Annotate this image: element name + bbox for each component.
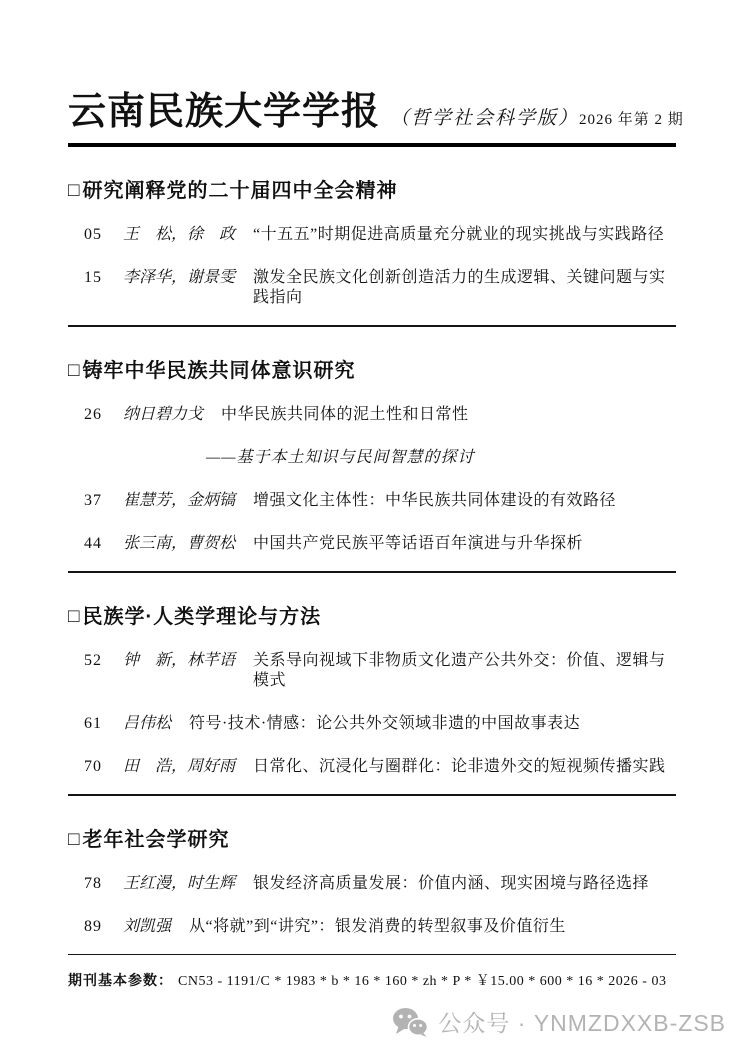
section-heading [68, 606, 676, 628]
entry-page-number: 89 [84, 918, 102, 935]
toc-entry [68, 917, 676, 937]
entry-subtitle: ——基于本土知识与民间智慧的探讨 [206, 449, 475, 466]
entry-title: 中华民族共同体的泥土性和日常性 [221, 406, 469, 423]
section-heading [68, 829, 676, 851]
entry-page-number: 44 [84, 535, 102, 552]
entry-page-number: 78 [84, 875, 102, 892]
entry-page-number: 70 [84, 758, 102, 775]
section-title: 民族学·人类学理论与方法 [82, 606, 322, 628]
entry-authors: 纳日碧力戈 [123, 406, 204, 423]
entry-authors: 王红漫，时生辉 [123, 875, 236, 892]
entry-authors: 钟 新，林芊语 [123, 652, 236, 669]
toc-entry [68, 651, 676, 691]
entry-page-number: 52 [84, 652, 102, 669]
parameters-label: 期刊基本参数： [68, 974, 173, 989]
section-square-marker: □ [68, 180, 81, 201]
section-title: 铸牢中华民族共同体意识研究 [82, 360, 356, 382]
entry-page-number: 61 [84, 715, 102, 732]
entry-title: 日常化、沉浸化与圈群化：论非遗外交的短视频传播实践 [253, 758, 666, 775]
toc-entry [68, 874, 676, 894]
entry-page-number: 05 [84, 226, 102, 243]
toc-entry [68, 225, 676, 245]
entry-authors: 刘凯强 [123, 918, 172, 935]
section-community-consciousness [68, 327, 676, 573]
entry-title: 增强文化主体性：中华民族共同体建设的有效路径 [253, 492, 617, 509]
entry-page-number: 15 [84, 269, 102, 286]
entry-title: “十五五”时期促进高质量充分就业的现实挑战与实践路径 [253, 226, 665, 243]
section-heading [68, 180, 676, 202]
entry-authors: 张三南，曹贺松 [123, 535, 236, 552]
journal-title: 云南民族大学学报 [68, 91, 381, 133]
toc-entry [68, 757, 676, 777]
toc-entry [68, 491, 676, 511]
toc-entry [68, 534, 676, 554]
journal-basic-parameters [68, 955, 676, 990]
entry-page-number: 37 [84, 492, 102, 509]
section-gerontology [68, 796, 676, 955]
entry-title: 激发全民族文化创新创造活力的生成逻辑、关键问题与实践指向 [253, 269, 666, 306]
parameters-value: CN53 - 1191/C * 1983 * b * 16 * 160 * zh * P * ￥15.00 * 600 * 16 * 2026 - 03 [178, 974, 667, 989]
wechat-account-label: 公众号 · YNMZDXXB-ZSB [438, 1010, 726, 1036]
entry-authors: 王 松，徐 政 [123, 226, 236, 243]
entry-authors: 李泽华，谢景雯 [123, 269, 236, 286]
section-title: 老年社会学研究 [82, 829, 230, 851]
entry-page-number: 26 [84, 406, 102, 423]
wechat-icon [392, 1007, 428, 1037]
section-ethnology-anthropology [68, 573, 676, 796]
toc-entry [68, 405, 676, 425]
section-square-marker: □ [68, 360, 81, 381]
entry-title: 中国共产党民族平等话语百年演进与升华探析 [253, 535, 584, 552]
entry-authors: 田 浩，周好雨 [123, 758, 236, 775]
entry-title: 关系导向视域下非物质文化遗产公共外交：价值、逻辑与模式 [253, 652, 666, 689]
journal-edition: （哲学社会科学版） [390, 108, 580, 129]
masthead [68, 0, 684, 135]
wechat-watermark [392, 1005, 726, 1038]
entry-authors: 崔慧芳，金炳镐 [123, 492, 236, 509]
section-heading [68, 360, 676, 382]
section-party-congress [68, 147, 676, 327]
toc-entry [68, 714, 676, 734]
issue-label: 2026 年第 2 期 [579, 112, 684, 128]
entry-authors: 吕伟松 [123, 715, 172, 732]
toc-entry [68, 268, 676, 308]
entry-title: 银发经济高质量发展：价值内涵、现实困境与路径选择 [253, 875, 650, 892]
section-square-marker: □ [68, 829, 81, 850]
entry-title: 符号·技术·情感：论公共外交领域非遗的中国故事表达 [189, 715, 581, 732]
section-title: 研究阐释党的二十届四中全会精神 [82, 180, 398, 202]
entry-title: 从“将就”到“讲究”：银发消费的转型叙事及价值衍生 [189, 918, 566, 935]
section-square-marker: □ [68, 606, 81, 627]
